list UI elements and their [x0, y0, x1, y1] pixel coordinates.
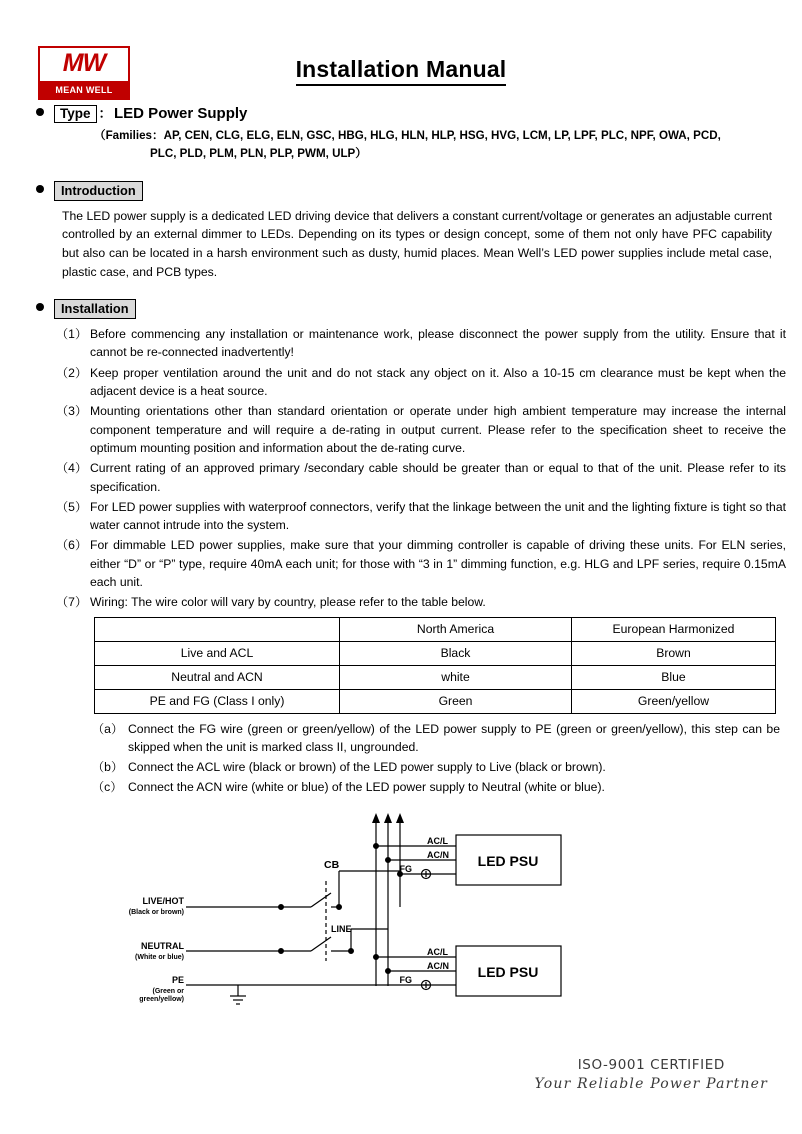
list-item	[56, 325, 786, 362]
type-colon: ：	[98, 106, 113, 121]
list-item	[56, 536, 786, 591]
list-item	[56, 498, 786, 535]
diagram-label-live-sub: (Black or brown)	[128, 908, 184, 916]
diagram-label-psu-1: LED PSU	[477, 852, 539, 869]
company-slogan: Your Reliable Power Partner	[534, 1076, 768, 1092]
diagram-label-cb: CB	[324, 858, 340, 871]
type-row	[36, 102, 772, 123]
item-number: （7）	[56, 595, 88, 610]
diagram-label-fg-1: FG	[399, 863, 412, 874]
item-number: （5）	[56, 499, 88, 514]
item-text: For dimmable LED power supplies, make sure that your dimming controller is capable of driving these units. For ELN series, either “D” or “P” type, require 40mA each unit; for those with “3 in 1” dimming function, e.g. HLG and LPF series, require 0.15mA each unit.	[90, 538, 786, 589]
bullet-icon	[36, 185, 44, 193]
list-item	[56, 459, 786, 496]
installation-sub-items	[80, 720, 780, 797]
diagram-label-fg-2: FG	[399, 974, 412, 985]
diagram-label-pe-sub2: green/yellow)	[139, 995, 184, 1003]
diagram-label-acn-1: AC/N	[427, 849, 449, 860]
table-row	[95, 665, 776, 689]
introduction-heading: Introduction	[54, 181, 143, 201]
installation-heading-row	[36, 299, 772, 319]
wiring-diagram-container	[36, 811, 772, 1041]
page-title-text: Installation Manual	[296, 56, 507, 86]
table-cell: Brown	[572, 641, 776, 665]
document-content	[0, 102, 802, 1041]
diagram-label-acn-2: AC/N	[427, 960, 449, 971]
bullet-icon	[36, 108, 44, 116]
table-row	[95, 689, 776, 713]
bullet-icon	[36, 303, 44, 311]
table-cell: Green	[340, 689, 572, 713]
list-item	[92, 758, 780, 776]
diagram-label-live: LIVE/HOT	[142, 895, 184, 906]
table-cell: Neutral and ACN	[95, 665, 340, 689]
table-cell: Black	[340, 641, 572, 665]
logo-name: MEAN WELL	[40, 81, 128, 98]
item-text: Connect the ACL wire (black or brown) of the LED power supply to Live (black or brown).	[128, 760, 606, 775]
item-text: Connect the FG wire (green or green/yellow) of the LED power supply to PE (green or green/yellow), this step can be skipped when the unit is marked class II, ungrounded.	[128, 721, 780, 754]
item-number: （2）	[56, 365, 88, 380]
item-text: For LED power supplies with waterproof connectors, verify that the linkage between the unit and the lighting fixture is tight so that water cannot intrude into the system.	[90, 499, 786, 533]
families-list	[94, 127, 794, 163]
page-title	[0, 56, 802, 83]
introduction-body: The LED power supply is a dedicated LED driving device that delivers a constant current/voltage or generates an adjustable current controlled by an external dimmer to LEDs. Depending on its types or design concept, some of them not only have PFC capability but also can be located in a harsh environment such as dusty, humid places. Mean Well’s LED power supplies include metal case, plastic case, and PCB types.	[62, 208, 772, 279]
installation-items	[56, 325, 786, 611]
iso-certification: ISO-9001 CERTIFIED	[577, 1057, 725, 1073]
item-text: Keep proper ventilation around the unit and do not stack any object on it. Also a 10-15 cm clearance must be kept when the adjacent device is a heat source.	[90, 365, 786, 399]
list-item	[56, 402, 786, 457]
item-number: （3）	[56, 404, 88, 419]
item-number: （1）	[56, 327, 88, 342]
item-number: （c）	[92, 780, 123, 795]
item-text: Before commencing any installation or maintenance work, please disconnect the power supply from the utility. Ensure that it cannot be re-connected inadvertently!	[90, 327, 786, 360]
table-header-cell: European Harmonized	[572, 617, 776, 641]
table-header-cell: North America	[340, 617, 572, 641]
item-text: Connect the ACN wire (white or blue) of the LED power supply to Neutral (white or blue).	[128, 780, 605, 795]
logo-mark: MW	[62, 49, 106, 77]
families-prefix: （Families：	[94, 129, 164, 142]
families-line-1: AP, CEN, CLG, ELG, ELN, GSC, HBG, HLG, HLN, HLP, HSG, HVG, LCM, LP, LPF, PLC, NPF, OWA, PCD,	[163, 129, 721, 142]
table-cell: Live and ACL	[95, 641, 340, 665]
diagram-label-pe: PE	[171, 974, 184, 985]
table-row	[95, 641, 776, 665]
page-footer	[535, 1057, 768, 1092]
list-item	[56, 364, 786, 401]
item-number: （6）	[56, 538, 88, 553]
type-value: LED Power Supply	[114, 105, 248, 122]
table-cell: white	[340, 665, 572, 689]
item-text: Mounting orientations other than standard orientation or operate under high ambient temperature may increase the internal component temperature and will require a de-rating in output current. Please refer to the specification sheet to receive the optimum mounting position and information about the de-rating curve.	[90, 404, 786, 455]
table-cell: Green/yellow	[572, 689, 776, 713]
wiring-diagram	[126, 811, 746, 1041]
page-header	[0, 0, 802, 95]
diagram-label-acl-2: AC/L	[427, 946, 448, 957]
table-cell: PE and FG (Class I only)	[95, 689, 340, 713]
item-text: Wiring: The wire color will vary by country, please refer to the table below.	[90, 595, 486, 610]
diagram-label-neutral-sub: (White or blue)	[135, 953, 184, 961]
table-header-cell	[95, 617, 340, 641]
families-line-2: PLC, PLD, PLM, PLN, PLP, PWM, ULP）	[150, 146, 367, 160]
wire-color-table	[94, 617, 776, 714]
type-label: Type	[54, 105, 97, 123]
diagram-label-pe-sub1: (Green or	[152, 987, 184, 995]
item-number: （b）	[92, 760, 124, 775]
introduction-heading-row	[36, 181, 772, 201]
list-item	[92, 778, 780, 796]
item-text: Current rating of an approved primary /secondary cable should be greater than or equal to that of the unit. Please refer to its specification.	[90, 461, 786, 494]
diagram-label-neutral: NEUTRAL	[141, 940, 184, 951]
list-item	[56, 593, 786, 611]
table-cell: Blue	[572, 665, 776, 689]
list-item	[92, 720, 780, 757]
installation-heading: Installation	[54, 299, 136, 319]
diagram-label-line: LINE	[331, 923, 352, 934]
table-header-row	[95, 617, 776, 641]
item-number: （4）	[56, 461, 88, 476]
diagram-label-psu-2: LED PSU	[477, 963, 539, 980]
item-number: （a）	[92, 721, 124, 736]
diagram-label-acl-1: AC/L	[427, 835, 448, 846]
